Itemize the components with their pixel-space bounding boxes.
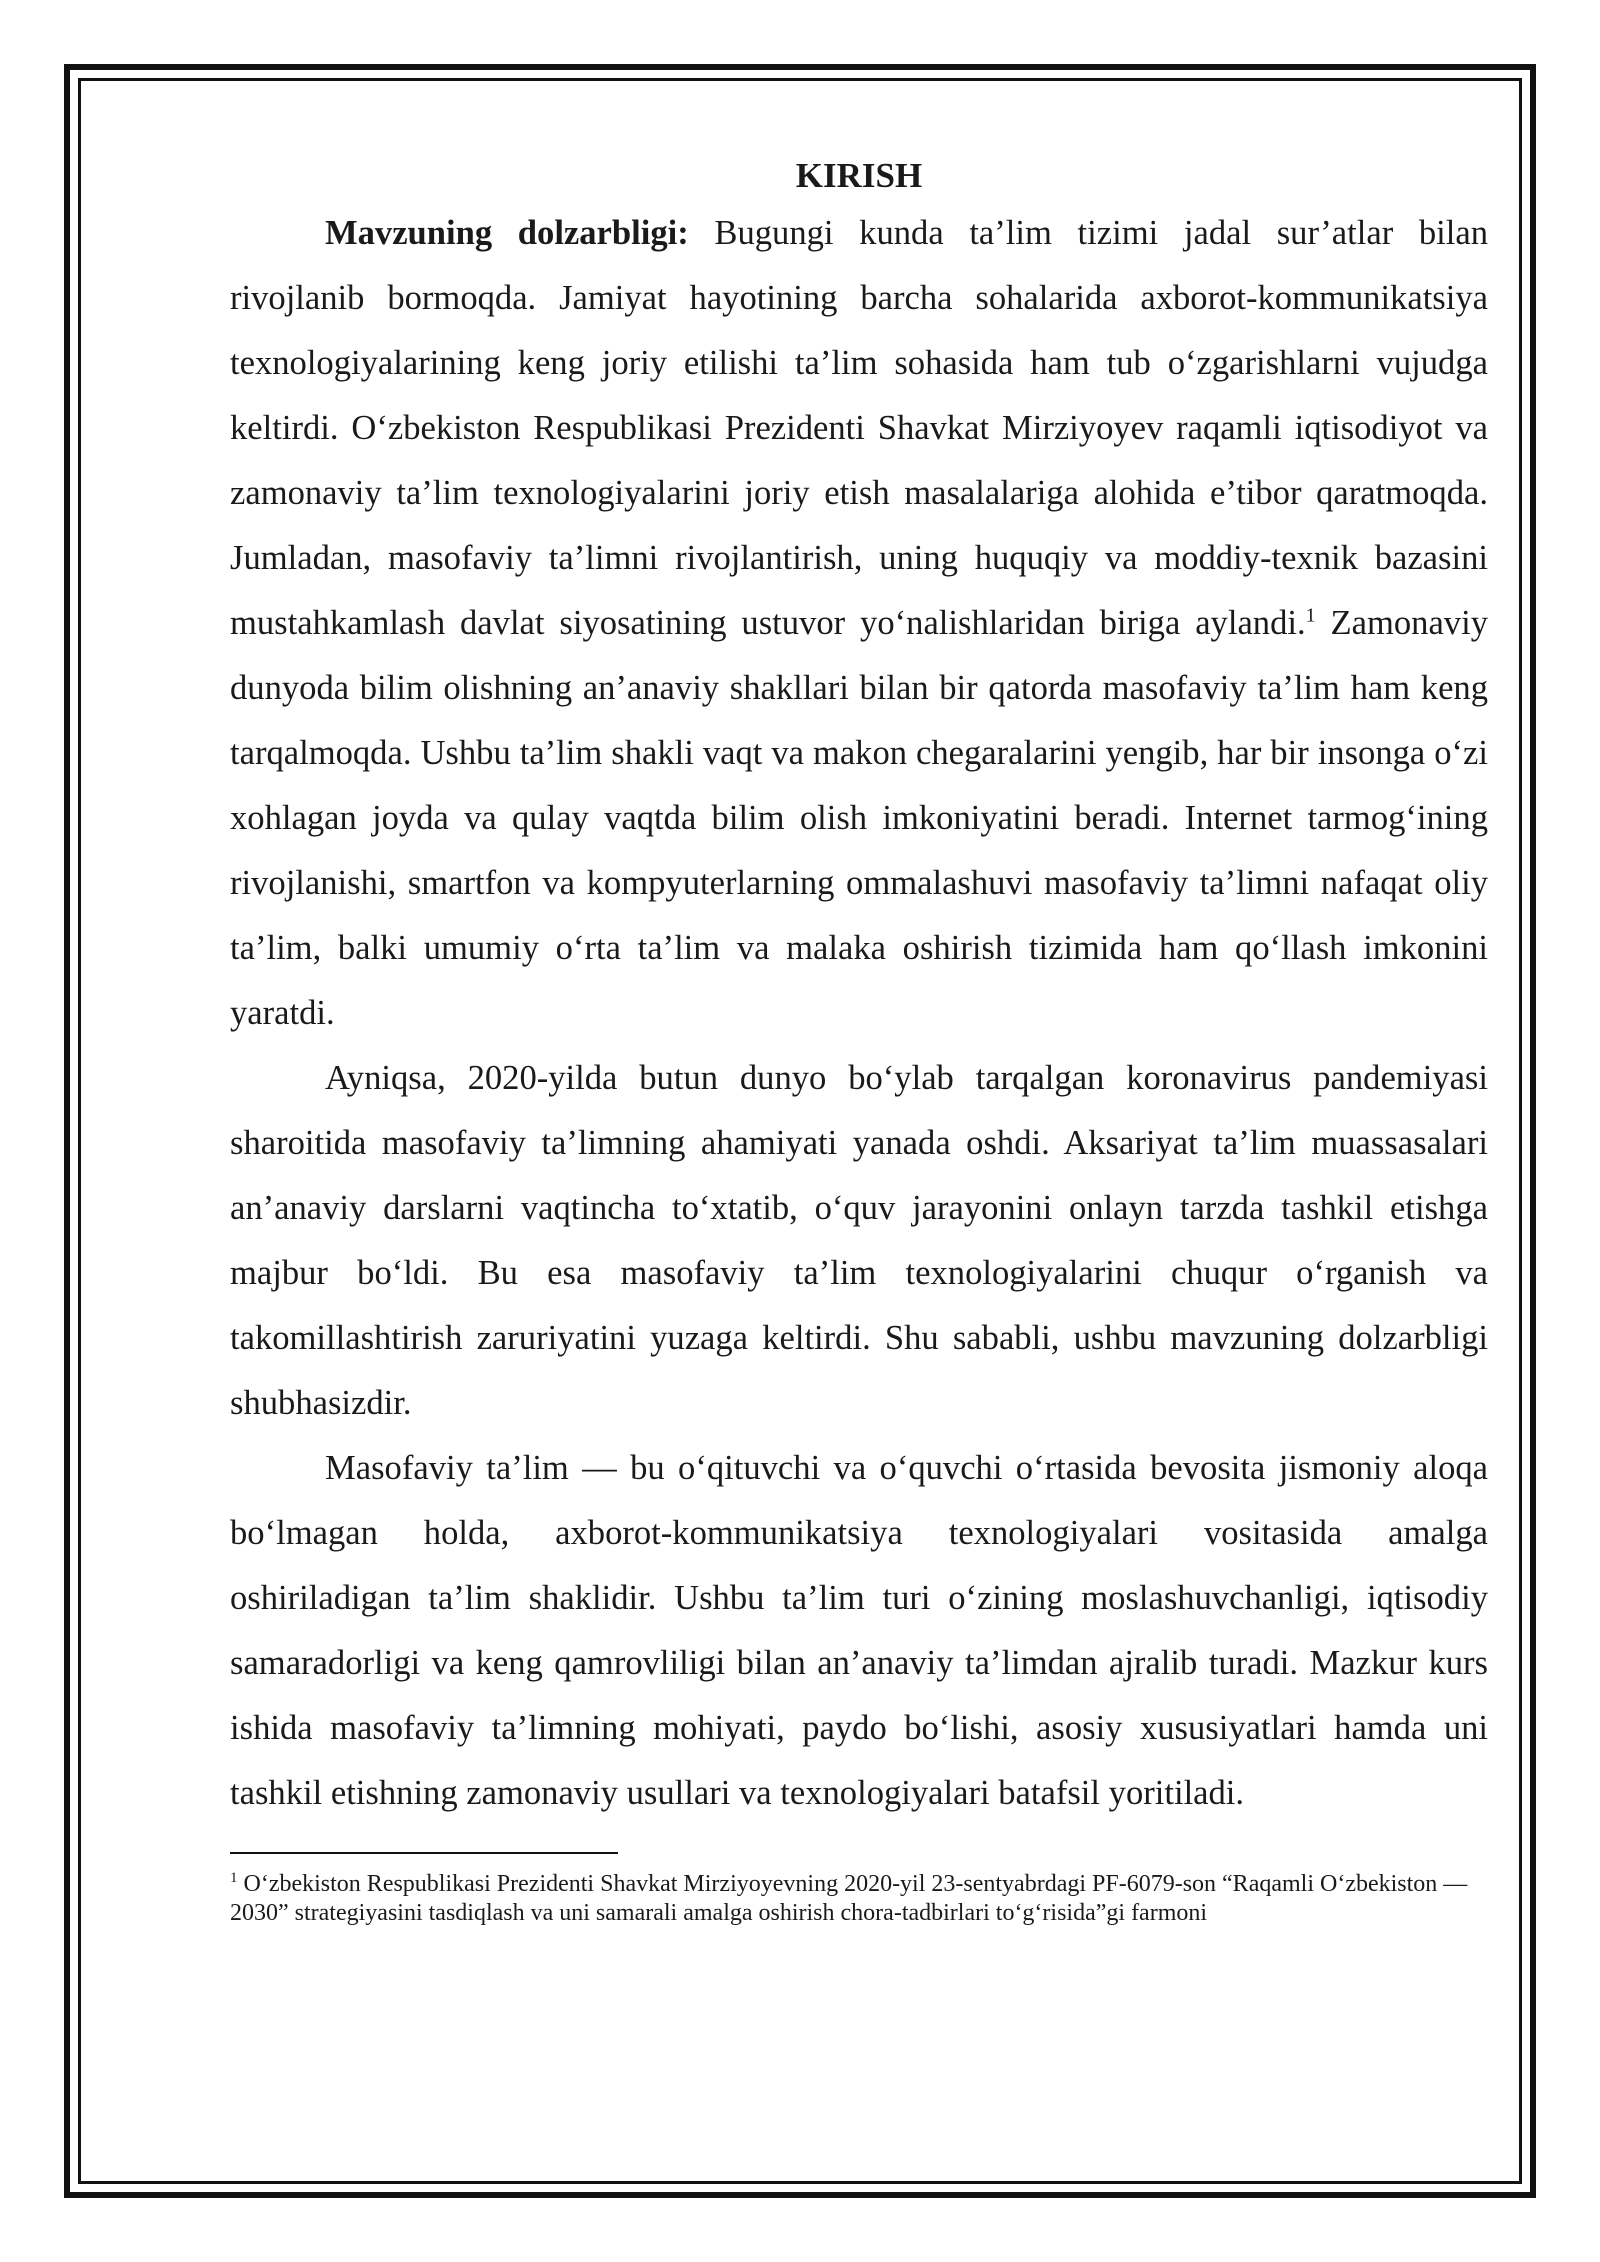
- paragraph-lead: Mavzuning dolzarbligi:: [325, 214, 689, 252]
- paragraph-definition: Masofaviy ta’lim — bu o‘qituvchi va o‘quvchi o‘rtasida bevosita jismoniy aloqa bo‘lmagan holda, axborot-kommunikatsiya texnologiyalari vositasida amalga oshiriladigan ta’lim shaklidir. Ushbu ta’lim turi o‘zining moslashuvchanligi, iqtisodiy samaradorligi va keng qamrovliligi bilan an’anaviy ta’limdan ajralib turadi. Mazkur kurs ishida masofaviy ta’limning mohiyati, paydo bo‘lishi, asosiy xususiyatlari hamda uni tashkil etishning zamonaviy usullari va texnologiyalari batafsil yoritiladi.: [230, 1449, 1488, 1812]
- paragraph-relevance: [230, 201, 1488, 1046]
- footnote: [230, 1870, 1488, 1928]
- footnote-text: O‘zbekiston Respublikasi Prezidenti Shavkat Mirziyoyevning 2020-yil 23-sentyabrdagi PF-6079-son “Raqamli O‘zbekiston — 2030” strategiyasini tasdiqlash va uni samarali amalga oshirish chora-tadbirlari to‘g‘risida”gi farmoni: [230, 1871, 1468, 1926]
- section-heading: KIRISH: [795, 156, 923, 195]
- paragraph-text: Zamonaviy dunyoda bilim olishning an’anaviy shakllari bilan bir qatorda masofaviy ta’lim ham keng tarqalmoqda. Ushbu ta’lim shakli vaqt va makon chegaralarini yengib, har bir insonga o‘zi xohlagan joyda va qulay vaqtda bilim olish imkoniyatini beradi. Internet tarmog‘ining rivojlanishi, smartfon va kompyuterlarning ommalashuvi masofaviy ta’limni nafaqat oliy ta’lim, balki umumiy o‘rta ta’lim va malaka oshirish tizimida ham qo‘llash imkonini yaratdi.: [230, 604, 1488, 1032]
- footnote-reference[interactable]: 1: [1305, 604, 1316, 627]
- document-body: [230, 150, 1488, 1928]
- paragraph-text: Bugungi kunda ta’lim tizimi jadal sur’atlar bilan rivojlanib bormoqda. Jamiyat hayotining barcha sohalarida axborot-kommunikatsiya texnologiyalarining keng joriy etilishi ta’lim sohasida ham tub o‘zgarishlarni vujudga keltirdi. O‘zbekiston Respublikasi Prezidenti Shavkat Mirziyoyev raqamli iqtisodiyot va zamonaviy ta’lim texnologiyalarini joriy etish masalalariga alohida e’tibor qaratmoqda. Jumladan, masofaviy ta’limni rivojlantirish, uning huquqiy va moddiy-texnik bazasini mustahkamlash davlat siyosatining ustuvor yo‘nalishlaridan biriga aylandi.: [230, 214, 1488, 642]
- paragraph-pandemic: Ayniqsa, 2020-yilda butun dunyo bo‘ylab tarqalgan koronavirus pandemiyasi sharoitida masofaviy ta’limning ahamiyati yanada oshdi. Aksariyat ta’lim muassasalari an’anaviy darslarni vaqtincha to‘xtatib, o‘quv jarayonini onlayn tarzda tashkil etishga majbur bo‘ldi. Bu esa masofaviy ta’lim texnologiyalarini chuqur o‘rganish va takomillashtirish zaruriyatini yuzaga keltirdi. Shu sababli, ushbu mavzuning dolzarbligi shubhasizdir.: [230, 1059, 1488, 1422]
- footnote-separator: [230, 1852, 618, 1854]
- footnote-number: 1: [230, 1870, 238, 1886]
